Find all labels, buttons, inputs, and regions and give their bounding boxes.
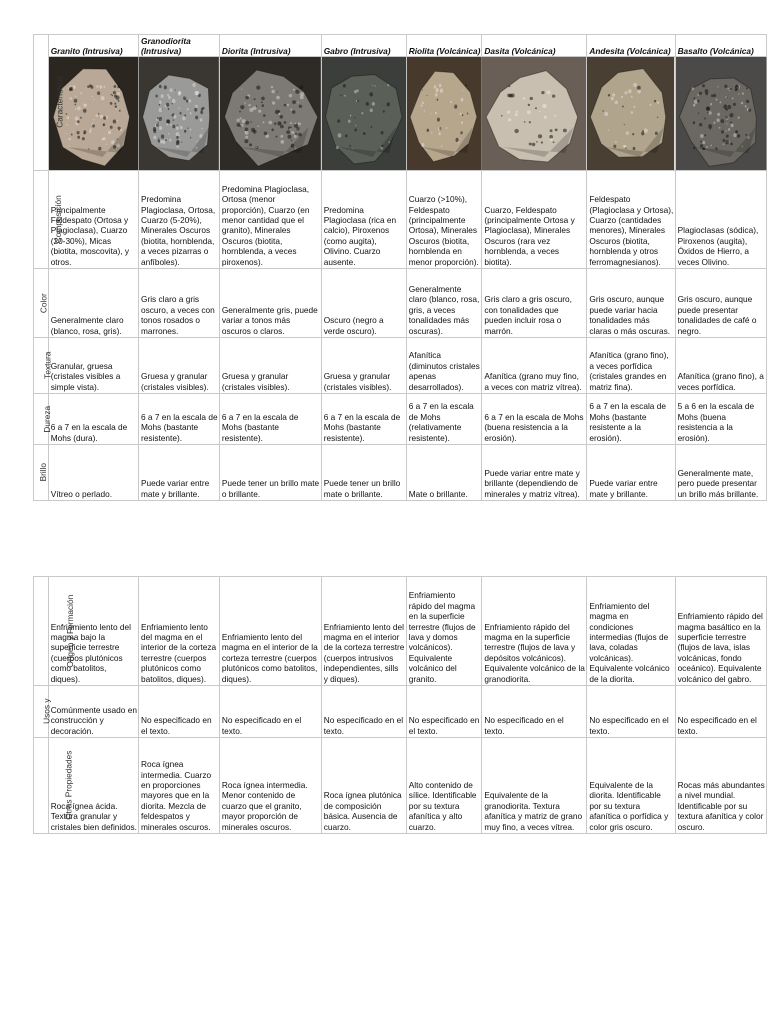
cell-origen: Enfriamiento lento del magma en el interior de la corteza terrestre (cuerpos intrusivos independientes, sills y diques). — [321, 577, 406, 686]
cell-dureza: 6 a 7 en la escala de Mohs (bastante resistente). — [219, 394, 321, 445]
cell-origen: Enfriamiento lento del magma bajo la superficie terrestre (cuerpos plutónicos como batolitos, diques). — [48, 577, 138, 686]
cell-dureza: 5 a 6 en la escala de Mohs (buena resistencia a la erosión). — [675, 394, 766, 445]
cell-otras: Equivalente de la diorita. Identificable por su textura afanítica o porfídica y color gris oscuro. — [587, 738, 675, 834]
rock-photo-dasita — [482, 57, 587, 171]
row-label-color: Color — [34, 269, 49, 338]
rock-photo — [139, 57, 219, 170]
cell-textura: Afanítica (grano fino), a veces porfídica. — [675, 338, 766, 394]
cell-origen: Enfriamiento del magma en condiciones intermedias (flujos de lava, coladas volcánicas). Equivalente volcánico de la diorita. — [587, 577, 675, 686]
row-label-caracteristica: Característica — [34, 35, 49, 171]
cell-composicion: Predomina Plagioclasa (rica en calcio), Piroxenos (como augita), Olivino. Cuarzo ausente. — [321, 171, 406, 269]
row-label-dureza: Dureza — [34, 394, 49, 445]
cell-composicion: Predomina Plagioclasa, Ortosa (menor proporción), Cuarzo (en menor cantidad que el granito), Minerales Oscuros (biotita, hornblenda, a veces piroxenos). — [219, 171, 321, 269]
row-label-textura: Textura — [34, 338, 49, 394]
row-label-brillo: Brillo — [34, 445, 49, 501]
row-label-origen: Origen y Formación — [34, 577, 49, 686]
row-label-composicion: Composición — [34, 171, 49, 269]
cell-brillo: Generalmente mate, pero puede presentar un brillo más brillante. — [675, 445, 766, 501]
col-header-granito: Granito (Intrusiva) — [48, 35, 138, 57]
cell-textura: Gruesa y granular (cristales visibles). — [219, 338, 321, 394]
cell-dureza: 6 a 7 en la escala de Mohs (bastante resistente). — [321, 394, 406, 445]
rock-photo-basalto — [675, 57, 766, 171]
cell-origen: Enfriamiento rápido del magma en la superficie terrestre (flujos de lava y depósitos volcánicos). Equivalente volcánico de la granodiorita. — [482, 577, 587, 686]
cell-usos: Comúnmente usado en construcción y decoración. — [48, 686, 138, 738]
cell-composicion: Cuarzo (>10%), Feldespato (principalmente Ortosa), Minerales Oscuros (biotita, hornblenda en menor proporción). — [406, 171, 482, 269]
cell-color: Gris oscuro, aunque puede presentar tonalidades de café o negro. — [675, 269, 766, 338]
cell-brillo: Puede tener un brillo mate o brillante. — [321, 445, 406, 501]
col-header-granodiorita: Granodiorita (Intrusiva) — [138, 35, 219, 57]
col-header-andesita: Andesita (Volcánica) — [587, 35, 675, 57]
cell-textura: Afanítica (diminutos cristales apenas desarrollados). — [406, 338, 482, 394]
cell-brillo: Puede variar entre mate y brillante (dependiendo de minerales y matriz vítrea). — [482, 445, 587, 501]
cell-otras: Roca ígnea plutónica de composición básica. Ausencia de cuarzo. — [321, 738, 406, 834]
cell-usos: No especificado en el texto. — [482, 686, 587, 738]
cell-usos: No especificado en el texto. — [587, 686, 675, 738]
cell-origen: Enfriamiento rápido del magma basáltico en la superficie terrestre (flujos de lava, islas volcánicas, fondo oceánico). Equivalente volcánico del gabro. — [675, 577, 766, 686]
rock-photo-gabro — [321, 57, 406, 171]
cell-otras: Rocas más abundantes a nivel mundial. Identificable por su textura afanítica y color oscuro. — [675, 738, 766, 834]
cell-color: Generalmente gris, puede variar a tonos más oscuros o claros. — [219, 269, 321, 338]
cell-composicion: Feldespato (Plagioclasa y Ortosa), Cuarzo (cantidades menores), Minerales Oscuros (biotita, hornblenda y otros ferromagnesianos). — [587, 171, 675, 269]
cell-brillo: Vítreo o perlado. — [48, 445, 138, 501]
rock-photo-andesita — [587, 57, 675, 171]
rock-table-main — [33, 34, 767, 501]
cell-color: Gris claro a gris oscuro, con tonalidades que pueden incluir rosa o marrón. — [482, 269, 587, 338]
col-header-diorita: Diorita (Intrusiva) — [219, 35, 321, 57]
cell-textura: Gruesa y granular (cristales visibles). — [321, 338, 406, 394]
cell-dureza: 6 a 7 en la escala de Mohs (buena resistencia a la erosión). — [482, 394, 587, 445]
cell-color: Generalmente claro (blanco, rosa, gris, a veces tonalidades más oscuras). — [406, 269, 482, 338]
cell-brillo: Puede variar entre mate y brillante. — [138, 445, 219, 501]
cell-origen: Enfriamiento lento del magma en el interior de la corteza terrestre (cuerpos plutónicos como batolitos, diques). — [219, 577, 321, 686]
cell-color: Gris claro a gris oscuro, a veces con tonos rosados o marrones. — [138, 269, 219, 338]
cell-otras: Equivalente de la granodiorita. Textura afanítica y matriz de grano muy fino, a veces vítrea. — [482, 738, 587, 834]
cell-origen: Enfriamiento lento del magma en el interior de la corteza terrestre (cuerpos plutónicos como batolitos, diques). — [138, 577, 219, 686]
cell-brillo: Puede tener un brillo mate o brillante. — [219, 445, 321, 501]
cell-brillo: Mate o brillante. — [406, 445, 482, 501]
cell-composicion: Principalmente Feldespato (Ortosa y Plagioclasa), Cuarzo (20-30%), Micas (biotita, moscovita), y otros. — [48, 171, 138, 269]
rock-photo — [407, 57, 482, 170]
cell-usos: No especificado en el texto. — [406, 686, 482, 738]
cell-textura: Granular, gruesa (cristales visibles a simple vista). — [48, 338, 138, 394]
cell-dureza: 6 a 7 en la escala de Mohs (relativamente resistente). — [406, 394, 482, 445]
col-header-basalto: Basalto (Volcánica) — [675, 35, 766, 57]
rock-photo — [482, 57, 586, 170]
cell-textura: Afanítica (grano muy fino, a veces con matriz vítrea). — [482, 338, 587, 394]
cell-dureza: 6 a 7 en la escala de Mohs (bastante resistente a la erosión). — [587, 394, 675, 445]
rock-photo — [676, 57, 766, 170]
rock-photo-diorita — [219, 57, 321, 171]
col-header-gabro: Gabro (Intrusiva) — [321, 35, 406, 57]
cell-usos: No especificado en el texto. — [219, 686, 321, 738]
col-header-riolita: Riolita (Volcánica) — [406, 35, 482, 57]
cell-composicion: Cuarzo, Feldespato (principalmente Ortosa y Plagioclasa), Minerales Oscuros (rara vez hornblenda, a veces biotita). — [482, 171, 587, 269]
cell-textura: Afanítica (grano fino), a veces porfídica (cristales grandes en matriz fina). — [587, 338, 675, 394]
cell-color: Generalmente claro (blanco, rosa, gris). — [48, 269, 138, 338]
cell-dureza: 6 a 7 en la escala de Mohs (dura). — [48, 394, 138, 445]
col-header-dasita: Dasita (Volcánica) — [482, 35, 587, 57]
cell-composicion: Predomina Plagioclasa, Ortosa, Cuarzo (5-20%), Minerales Oscuros (biotita, hornblenda, a veces pizarras o anfíboles). — [138, 171, 219, 269]
cell-usos: No especificado en el texto. — [321, 686, 406, 738]
cell-origen: Enfriamiento rápido del magma en la superficie terrestre (flujos de lava y domos volcánicos). Equivalente volcánico del granito. — [406, 577, 482, 686]
row-label-usos: Usos y — [34, 686, 49, 738]
rock-photo-granodiorita — [138, 57, 219, 171]
cell-otras: Roca ígnea intermedia. Cuarzo en proporciones mayores que en la diorita. Mezcla de feldespatos y minerales oscuros. — [138, 738, 219, 834]
rock-photo — [220, 57, 321, 170]
rock-photo-riolita — [406, 57, 482, 171]
rock-photo — [322, 57, 406, 170]
cell-color: Oscuro (negro a verde oscuro). — [321, 269, 406, 338]
cell-otras: Roca ígnea intermedia. Menor contenido de cuarzo que el granito, mayor proporción de minerales oscuros. — [219, 738, 321, 834]
row-label-otras: Otras Propiedades — [34, 738, 49, 834]
rock-photo — [587, 57, 674, 170]
rock-table-continued — [33, 576, 767, 834]
cell-color: Gris oscuro, aunque puede variar hacia tonalidades más claras o más oscuras. — [587, 269, 675, 338]
cell-brillo: Puede variar entre mate y brillante. — [587, 445, 675, 501]
cell-textura: Gruesa y granular (cristales visibles). — [138, 338, 219, 394]
cell-otras: Alto contenido de sílice. Identificable por su textura afanítica y alto cuarzo. — [406, 738, 482, 834]
cell-dureza: 6 a 7 en la escala de Mohs (bastante resistente). — [138, 394, 219, 445]
cell-usos: No especificado en el texto. — [675, 686, 766, 738]
cell-usos: No especificado en el texto. — [138, 686, 219, 738]
cell-composicion: Plagioclasas (sódica), Piroxenos (augita), Óxidos de Hierro, a veces Olivino. — [675, 171, 766, 269]
cell-otras: Roca ígnea ácida. Textura granular y cristales bien definidos. — [48, 738, 138, 834]
